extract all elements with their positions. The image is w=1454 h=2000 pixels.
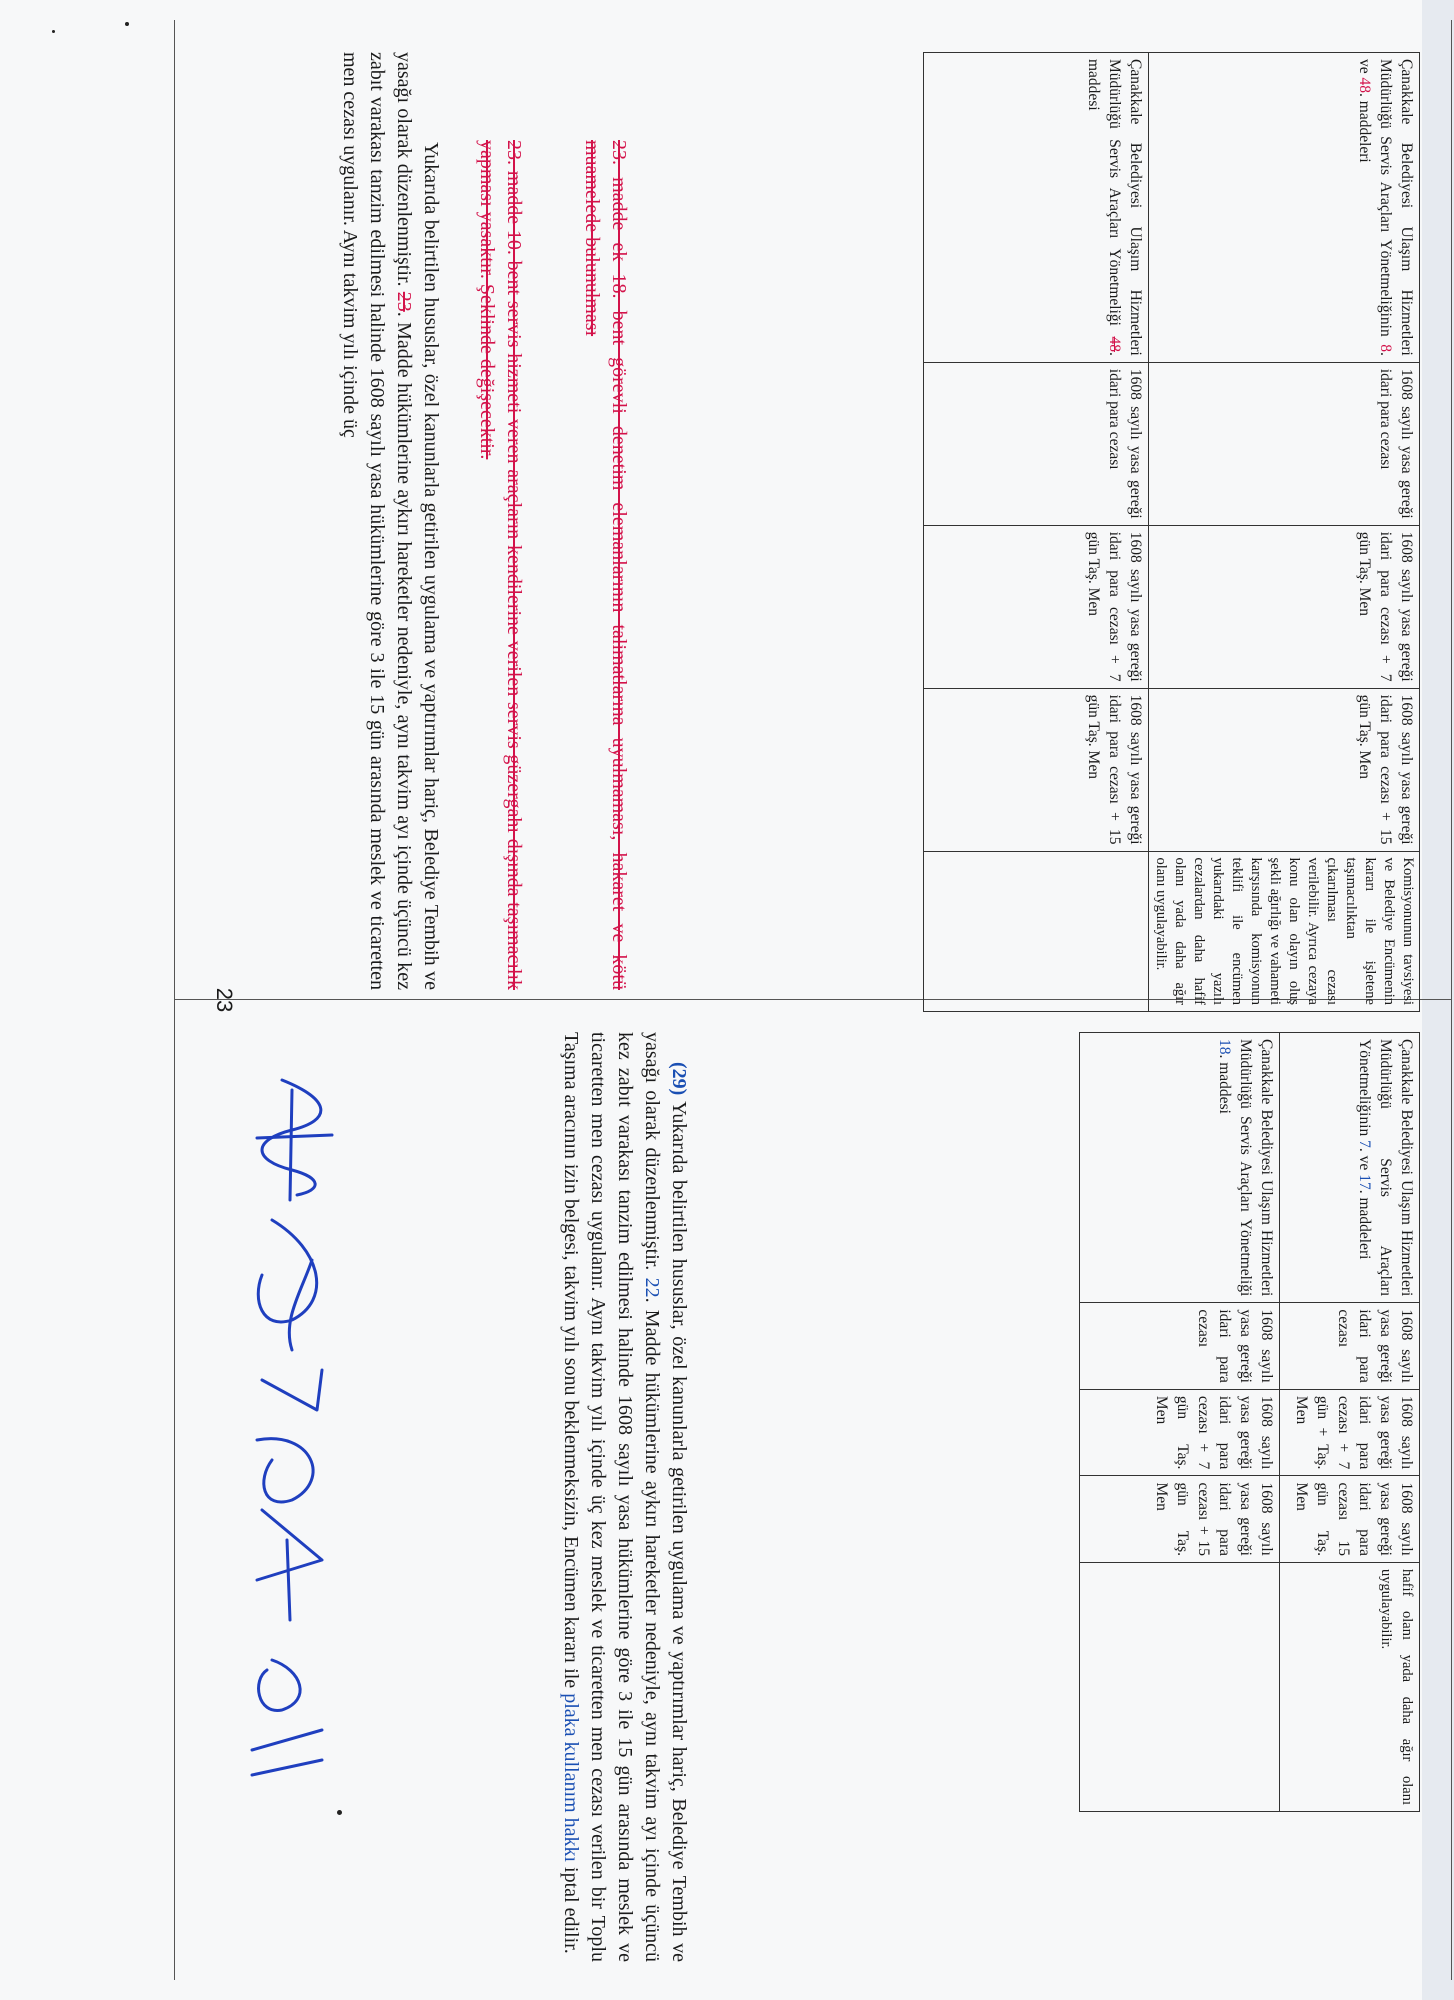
penalty-cell: 1608 sayılı yasa gereği idari para cezası + 7 gün Taş. Men xyxy=(1149,525,1420,688)
regulation-cell xyxy=(1080,1033,1280,1303)
added-phrase: plaka kullanım hakkı xyxy=(560,1693,582,1863)
penalty-cell: 1608 sayılı yasa gereği idari para cezası + 15 gün Taş. Men xyxy=(1149,688,1420,851)
regulation-text: . maddeleri xyxy=(1356,93,1373,163)
penalty-cell: 1608 sayılı yasa gereği idari para cezası xyxy=(1280,1303,1420,1390)
article-ref: 23 xyxy=(393,291,415,312)
right-body-paragraph xyxy=(557,1032,692,1962)
regulation-text: . maddesi xyxy=(1216,1054,1233,1114)
article-ref: 48 xyxy=(1106,336,1123,352)
regulation-text: . maddeleri xyxy=(1356,1189,1373,1260)
ink-dot xyxy=(337,1810,342,1815)
paragraph-number: (29) xyxy=(668,1062,690,1096)
regulation-cell xyxy=(924,53,1149,363)
article-ref: 18 xyxy=(1216,1039,1233,1055)
article-ref: 22 xyxy=(641,1277,663,1298)
penalty-cell: 1608 sayılı yasa gereği idari para cezası xyxy=(924,362,1149,525)
penalty-note-cell: Komisyonunun tavsiyesi ve Belediye Encümenin kararı ile işletene taşımacılıktan çıkarılması cezası verilebilir. Ayrıca cezaya konu olan olayın oluş şekli ağırlığı ve vahameti karşısında komisyonun teklifi ile encümen yukarıdaki yazılı cezalardan daha hafif olanı yada daha ağır olanı uygulayabilir. xyxy=(1149,851,1420,1011)
left-body-paragraph xyxy=(336,52,444,990)
regulation-cell xyxy=(1280,1033,1420,1303)
penalty-note-cell xyxy=(1080,1562,1280,1811)
rotated-page-content xyxy=(174,20,1452,1980)
regulation-cell xyxy=(1149,53,1420,363)
deleted-clause-1: 23. madde ek 18. bent görevli denetim elemanlarının talimatlarına uyulmaması, hakaret ve kötü muamelede bulunulması xyxy=(581,140,630,990)
deleted-clause-2: 23. madde 10. bent servis hizmeti veren araçların kendilerine verilen servis güzergahı dışında taşımacılık yapması yasaktır. Şeklinde değişecektir. xyxy=(476,140,525,990)
article-ref: 48 xyxy=(1356,77,1373,94)
penalty-cell: 1608 sayılı yasa gereği idari para cezası xyxy=(1080,1303,1280,1390)
penalty-cell: 1608 sayılı yasa gereği idari para cezası + 7 gün Taş. Men xyxy=(1080,1389,1280,1476)
body-text: Yukarıda belirtilen hususlar, özel kanunlarla getirilen uygulama ve yaptırımlar hariç, Belediye Tembih ve yasağı olarak düzenlenmiştir. xyxy=(393,52,442,990)
regulation-text: . ve xyxy=(1356,59,1394,356)
regulation-text: Çanakkale Belediyesi Ulaşım Hizmetleri Müdürlüğü Servis Araçları Yönetmeliğinin xyxy=(1377,59,1415,356)
penalty-cell: 1608 sayılı yasa gereği idari para cezası 15 gün Taş. Men xyxy=(1280,1476,1420,1563)
article-ref: 17 xyxy=(1356,1174,1373,1190)
body-text: Yukarıda belirtilen hususlar, özel kanunlarla getirilen uygulama ve yaptırımlar hariç, Belediye Tembih ve yasağı olarak düzenlenmiştir. xyxy=(641,1032,690,1962)
scan-speck xyxy=(125,22,129,26)
page-number: 23 xyxy=(212,987,237,1013)
table-row xyxy=(1149,53,1420,1012)
frame-line xyxy=(1451,1000,1452,1980)
handwritten-signature xyxy=(232,1060,352,1820)
body-text: . Madde hükümlerine aykırı hareketler nedeniyle, aynı takvim ayı içinde üçüncü kez zabıt varakası tanzim edilmesi halinde 1608 sayılı yasa hükümlerine göre 3 ile 15 gün arasında meslek ve ticaretten men cezası uygulanır. Aynı takvim yılı içinde üç xyxy=(339,52,415,991)
table-row xyxy=(1080,1033,1280,1812)
article-ref: 8 xyxy=(1377,344,1394,352)
penalty-cell: 1608 sayılı yasa gereği idari para cezası + 15 gün Taş. Men xyxy=(924,688,1149,851)
penalty-cell: 1608 sayılı yasa gereği idari para cezası xyxy=(1149,362,1420,525)
body-text: iptal edilir. xyxy=(560,1862,582,1954)
penalty-table-left xyxy=(923,52,1420,1012)
table-row xyxy=(924,53,1149,1012)
penalty-note-cell xyxy=(924,851,1149,1011)
regulation-text: . ve xyxy=(1356,1147,1373,1175)
regulation-text: Çanakkale Belediyesi Ulaşım Hizmetleri Müdürlüğü Servis Araçları Yönetmeliği xyxy=(1237,1039,1275,1297)
frame-line xyxy=(174,20,175,1980)
article-ref: 7 xyxy=(1356,1140,1373,1148)
scan-speck xyxy=(52,30,55,33)
body-text: . Madde hükümlerine aykırı hareketler nedeniyle, aynı takvim ayı içinde üçüncü kez zabıt varakası tanzim edilmesi halinde 1608 sayılı yasa hükümlerine göre 3 ile 15 gün arasında meslek ve ticaretten men cezası uygulanır. Aynı takvim yılı içinde üç kez meslek ve ticaretten men cezası verilen bir Toplu Taşıma aracının izin belgesi, takvim yılı sonu beklenmeksizin, Encümen kararı ile xyxy=(560,1032,663,1962)
regulation-text: Çanakkale Belediyesi Ulaşım Hizmetleri Müdürlüğü Servis Araçları Yönetmeliği xyxy=(1106,59,1144,356)
penalty-note-cell: hafif olanı yada daha ağır olanı uygulayabilir. xyxy=(1280,1562,1420,1811)
penalty-cell: 1608 sayılı yasa gereği idari para cezası + 7 gün + Taş. Men xyxy=(1280,1389,1420,1476)
penalty-table-right xyxy=(1079,1032,1420,1812)
table-row xyxy=(1280,1033,1420,1812)
penalty-cell: 1608 sayılı yasa gereği idari para cezası + 15 gün Taş. Men xyxy=(1080,1476,1280,1563)
regulation-text: Çanakkale Belediyesi Ulaşım Hizmetleri Müdürlüğü Servis Araçları Yönetmeliğinin xyxy=(1356,1039,1415,1297)
penalty-cell: 1608 sayılı yasa gereği idari para cezası + 7 gün Taş. Men xyxy=(924,525,1149,688)
regulation-text: . maddesi xyxy=(1085,59,1123,356)
